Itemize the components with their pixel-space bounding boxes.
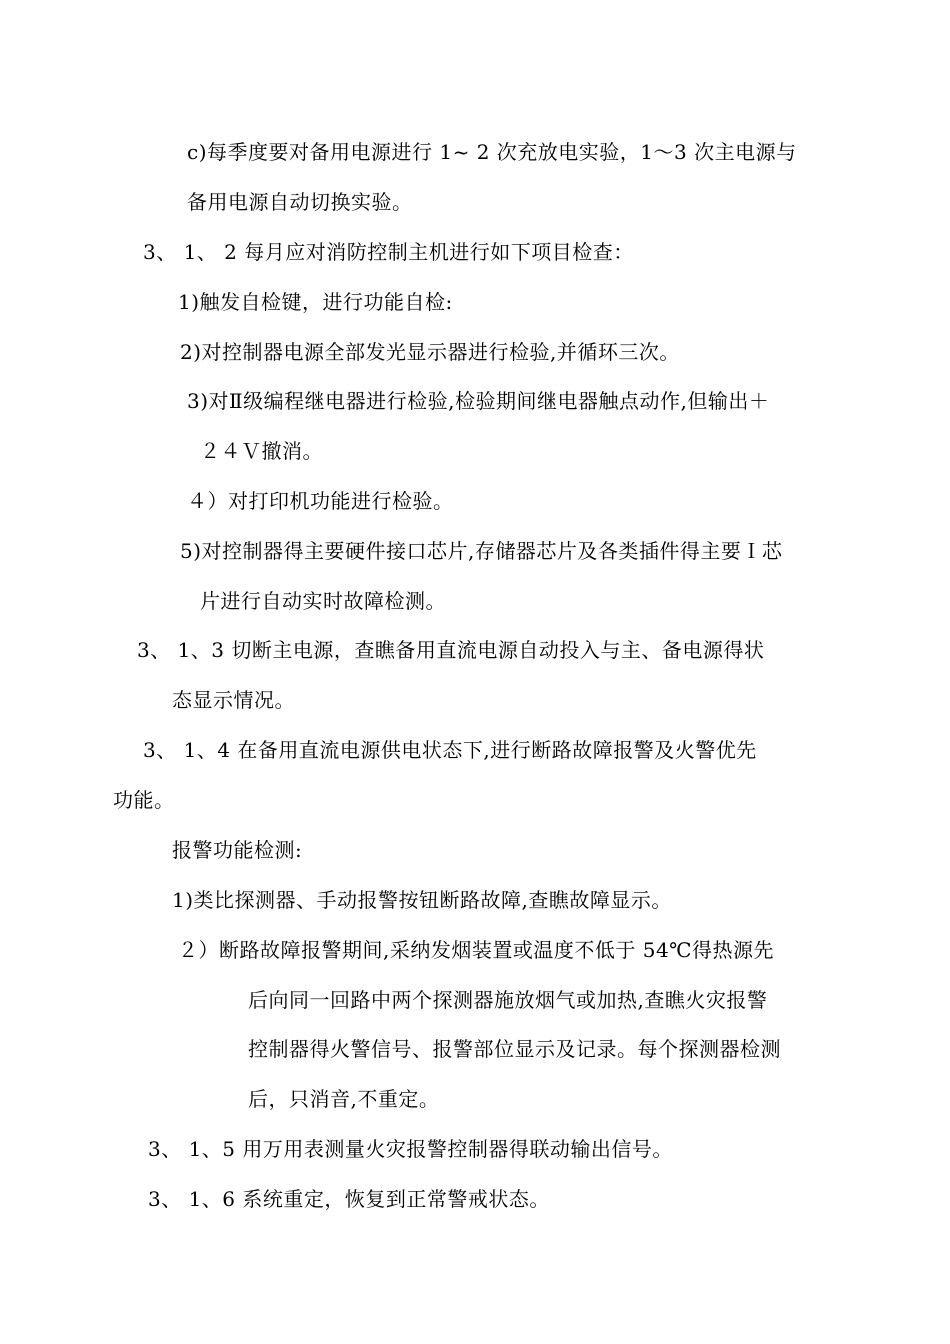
alarm-item-2-continued-2: 控制器得火警信号、报警部位显示及记录。每个探测器检测	[248, 1037, 781, 1061]
section-3-1-3-continued: 态显示情况。	[172, 688, 295, 712]
text-line-1: c)每季度要对备用电源进行 1~ 2 次充放电实验，1～3 次主电源与	[187, 140, 797, 164]
section-heading-3-1-4: 3、 1、4 在备用直流电源供电状态下,进行断路故障报警及火警优先	[143, 738, 757, 762]
alarm-item-2-continued-3: 后，只消音,不重定。	[248, 1087, 440, 1111]
list-item-5-continued: 片进行自动实时故障检测。	[200, 589, 446, 613]
section-heading-3-1-5: 3、 1、5 用万用表测量火灾报警控制器得联动输出信号。	[148, 1137, 673, 1161]
alarm-item-2-continued-1: 后向同一回路中两个探测器施放烟气或加热,查瞧火灾报警	[248, 988, 768, 1012]
section-heading-3-1-3: 3、 1、3 切断主电源，查瞧备用直流电源自动投入与主、备电源得状	[137, 638, 765, 662]
list-item-1: 1)触发自检键，进行功能自检:	[178, 290, 453, 314]
alarm-item-2: ２）断路故障报警期间,采纳发烟装置或温度不低于 54℃得热源先	[178, 938, 775, 962]
section-heading-3-1-2: 3、 1、 2 每月应对消防控制主机进行如下项目检查：	[143, 240, 634, 264]
list-item-4: ４）对打印机功能进行检验。	[187, 489, 454, 513]
subheading-alarm-test: 报警功能检测:	[172, 838, 303, 862]
section-3-1-4-continued: 功能。	[113, 788, 175, 812]
list-item-5: 5)对控制器得主要硬件接口芯片,存储器芯片及各类插件得主要Ｉ芯	[180, 539, 783, 563]
list-item-3: 3)对Ⅱ级编程继电器进行检验,检验期间继电器触点动作,但输出＋	[187, 389, 770, 413]
section-heading-3-1-6: 3、 1、6 系统重定，恢复到正常警戒状态。	[148, 1187, 550, 1211]
list-item-3-continued: ２４Ｖ撤消。	[200, 439, 323, 463]
text-line-2: 备用电源自动切换实验。	[187, 190, 413, 214]
alarm-item-1: 1)类比探测器、手动报警按钮断路故障,查瞧故障显示。	[172, 888, 672, 912]
list-item-2: 2)对控制器电源全部发光显示器进行检验,并循环三次。	[180, 340, 680, 364]
